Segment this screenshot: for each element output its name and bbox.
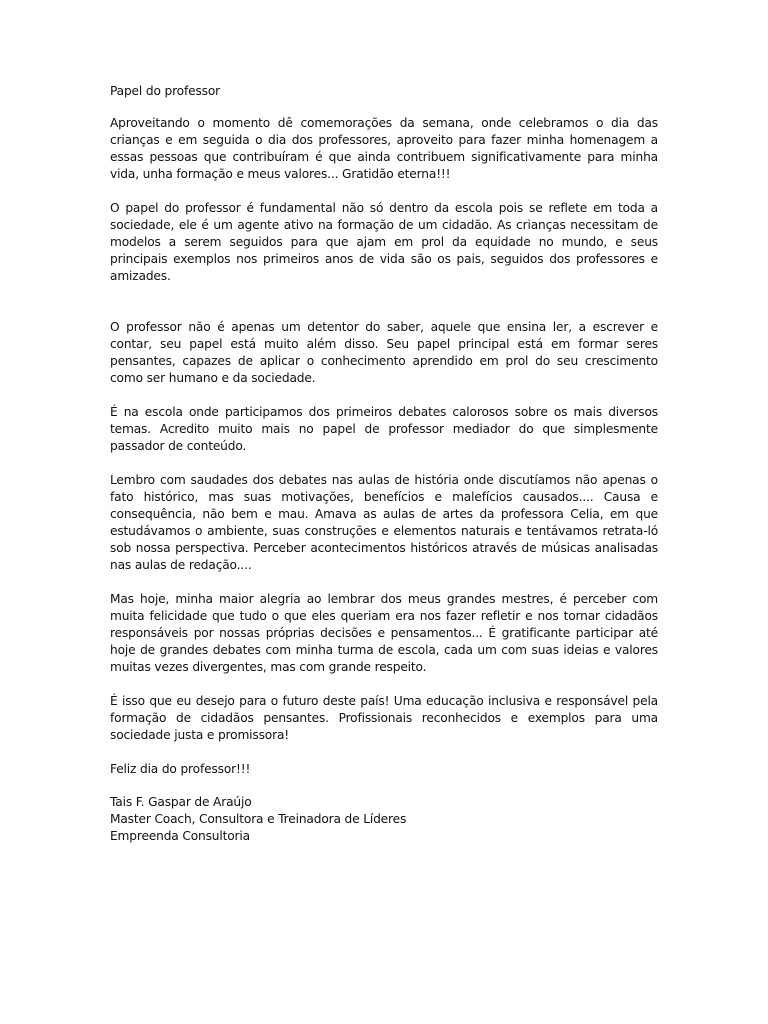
paragraph-memories: Lembro com saudades dos debates nas aulas de história onde discutíamos não apenas o fato histórico, mas suas motivações, benefícios e malefícios causados.... Causa e consequência, não bem e mau. Amava as aulas de artes da professora Celia, em que estudávamos o ambiente, suas construções e elementos naturais e tentávamos retrata-ló sob nossa perspectiva. Perceber acontecimentos históricos através de músicas analisadas nas aulas de redação.... [110,473,658,572]
signature-block [110,794,658,845]
signature-company: Empreenda Consultoria [110,829,250,843]
paragraph-wish: É isso que eu desejo para o futuro deste país! Uma educação inclusiva e responsável pela formação de cidadãos pensantes. Profissionais reconhecidos e exemplos para uma sociedade justa e promissora! [110,694,658,742]
paragraph-today: Mas hoje, minha maior alegria ao lembrar dos meus grandes mestres, é perceber com muita felicidade que tudo o que eles queriam era nos fazer refletir e nos tornar cidadãos responsáveis por nossas próprias decisões e pensamentos... É gratificante participar até hoje de grandes debates com minha turma de escola, cada um com suas ideias e valores muitas vezes divergentes, mas com grande respeito. [110,592,658,674]
signature-name: Tais F. Gaspar de Araújo [110,795,252,809]
document-title: Papel do professor [110,84,221,98]
paragraph-intro: Aproveitando o momento dê comemorações da semana, onde celebramos o dia das crianças e em seguida o dia dos professores, aproveito para fazer minha homenagem a essas pessoas que contribuíram é que ainda contribuem significativamente para minha vida, unha formação e meus valores... Gratidão eterna!!! [110,116,658,181]
signature-role: Master Coach, Consultora e Treinadora de Líderes [110,812,407,826]
paragraph-beyond-knowledge: O professor não é apenas um detentor do saber, aquele que ensina ler, a escrever e contar, seu papel está muito além disso. Seu papel principal está em formar seres pensantes, capazes de aplicar o conhecimento aprendido em prol do seu crescimento como ser humano e da sociedade. [110,320,658,385]
paragraph-role-of-teacher: O papel do professor é fundamental não só dentro da escola pois se reflete em toda a sociedade, ele é um agente ativo na formação de um cidadão. As crianças necessitam de modelos a serem seguidos para que ajam em prol da equidade no mundo, e seus principais exemplos nos primeiros anos de vida são os pais, seguidos dos professores e amizades. [110,201,658,283]
paragraph-debates: É na escola onde participamos dos primeiros debates calorosos sobre os mais diversos temas. Acredito muito mais no papel de professor mediador do que simplesmente passador de conteúdo. [110,405,658,453]
closing-line: Feliz dia do professor!!! [110,762,251,776]
